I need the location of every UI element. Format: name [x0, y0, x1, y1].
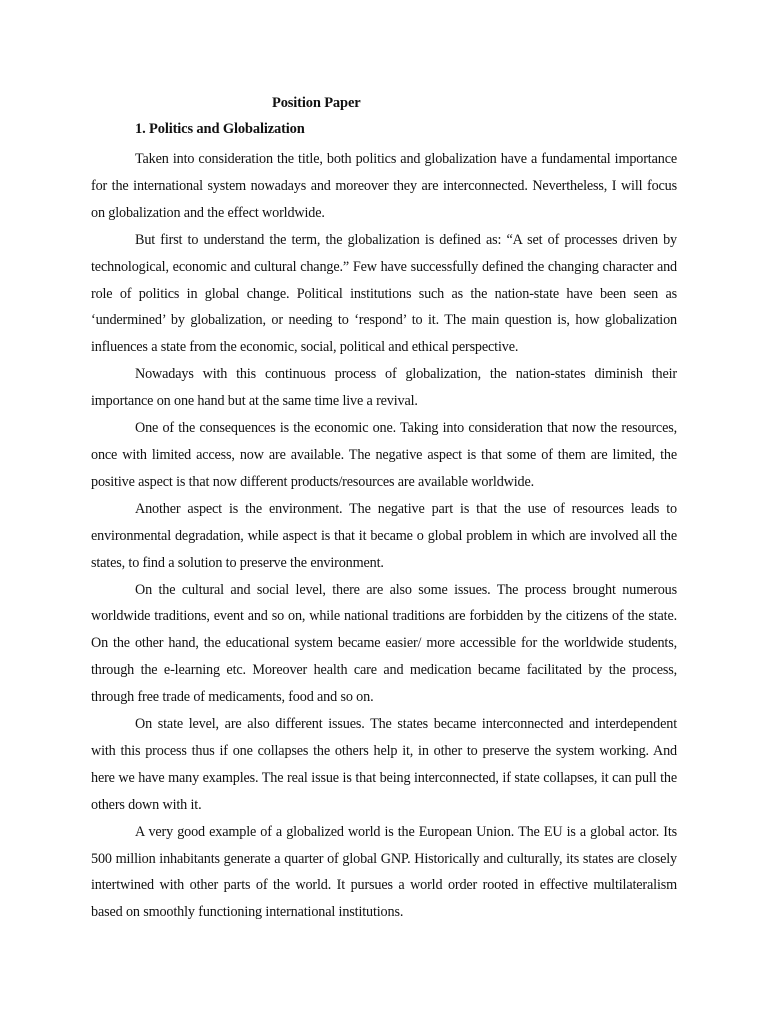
page-title: Position Paper [272, 95, 361, 111]
paragraph: On state level, are also different issues. The states became interconnected and interdependent with this process thus if one collapses the others help it, in other to preserve the system working. And here we have many examples. The real issue is that being interconnected, if state collapses, it can pull the others down with it. [91, 716, 677, 813]
paragraph: Another aspect is the environment. The negative part is that the use of resources leads to environmental degradation, while aspect is that it became o global problem in which are involved all the states, to find a solution to preserve the environment. [91, 500, 677, 571]
paragraph: Nowadays with this continuous process of globalization, the nation-states diminish their importance on one hand but at the same time live a revival. [91, 366, 677, 410]
document-body [91, 146, 677, 926]
paragraph: One of the consequences is the economic one. Taking into consideration that now the resources, once with limited access, now are available. The negative aspect is that some of them are limited, the positive aspect is that now different products/resources are available worldwide. [91, 420, 677, 490]
paragraph: A very good example of a globalized world is the European Union. The EU is a global actor. Its 500 million inhabitants generate a quarter of global GNP. Historically and culturally, its states are closely intertwined with other parts of the world. It pursues a world order rooted in effective multilateralism based on smoothly functioning international institutions. [91, 823, 677, 921]
paragraph: But first to understand the term, the globalization is defined as: “A set of processes driven by technological, economic and cultural change.” Few have successfully defined the changing character and role of politics in global change. Political institutions such as the nation-state have been seen as ‘undermined’ by globalization, or needing to ‘respond’ to it. The main question is, how globalization influences a state from the economic, social, political and ethical perspective. [91, 231, 677, 356]
section-heading: 1. Politics and Globalization [135, 121, 305, 137]
paragraph: On the cultural and social level, there are also some issues. The process brought numerous worldwide traditions, event and so on, while national traditions are forbidden by the citizens of the state. On the other hand, the educational system became easier/ more accessible for the worldwide students, through the e-learning etc. Moreover health care and medication became facilitated by the process, through free trade of medicaments, food and so on. [91, 581, 677, 706]
paragraph: Taken into consideration the title, both politics and globalization have a fundamental importance for the international system nowadays and moreover they are interconnected. Nevertheless, I will focus on globalization and the effect worldwide. [91, 151, 677, 221]
